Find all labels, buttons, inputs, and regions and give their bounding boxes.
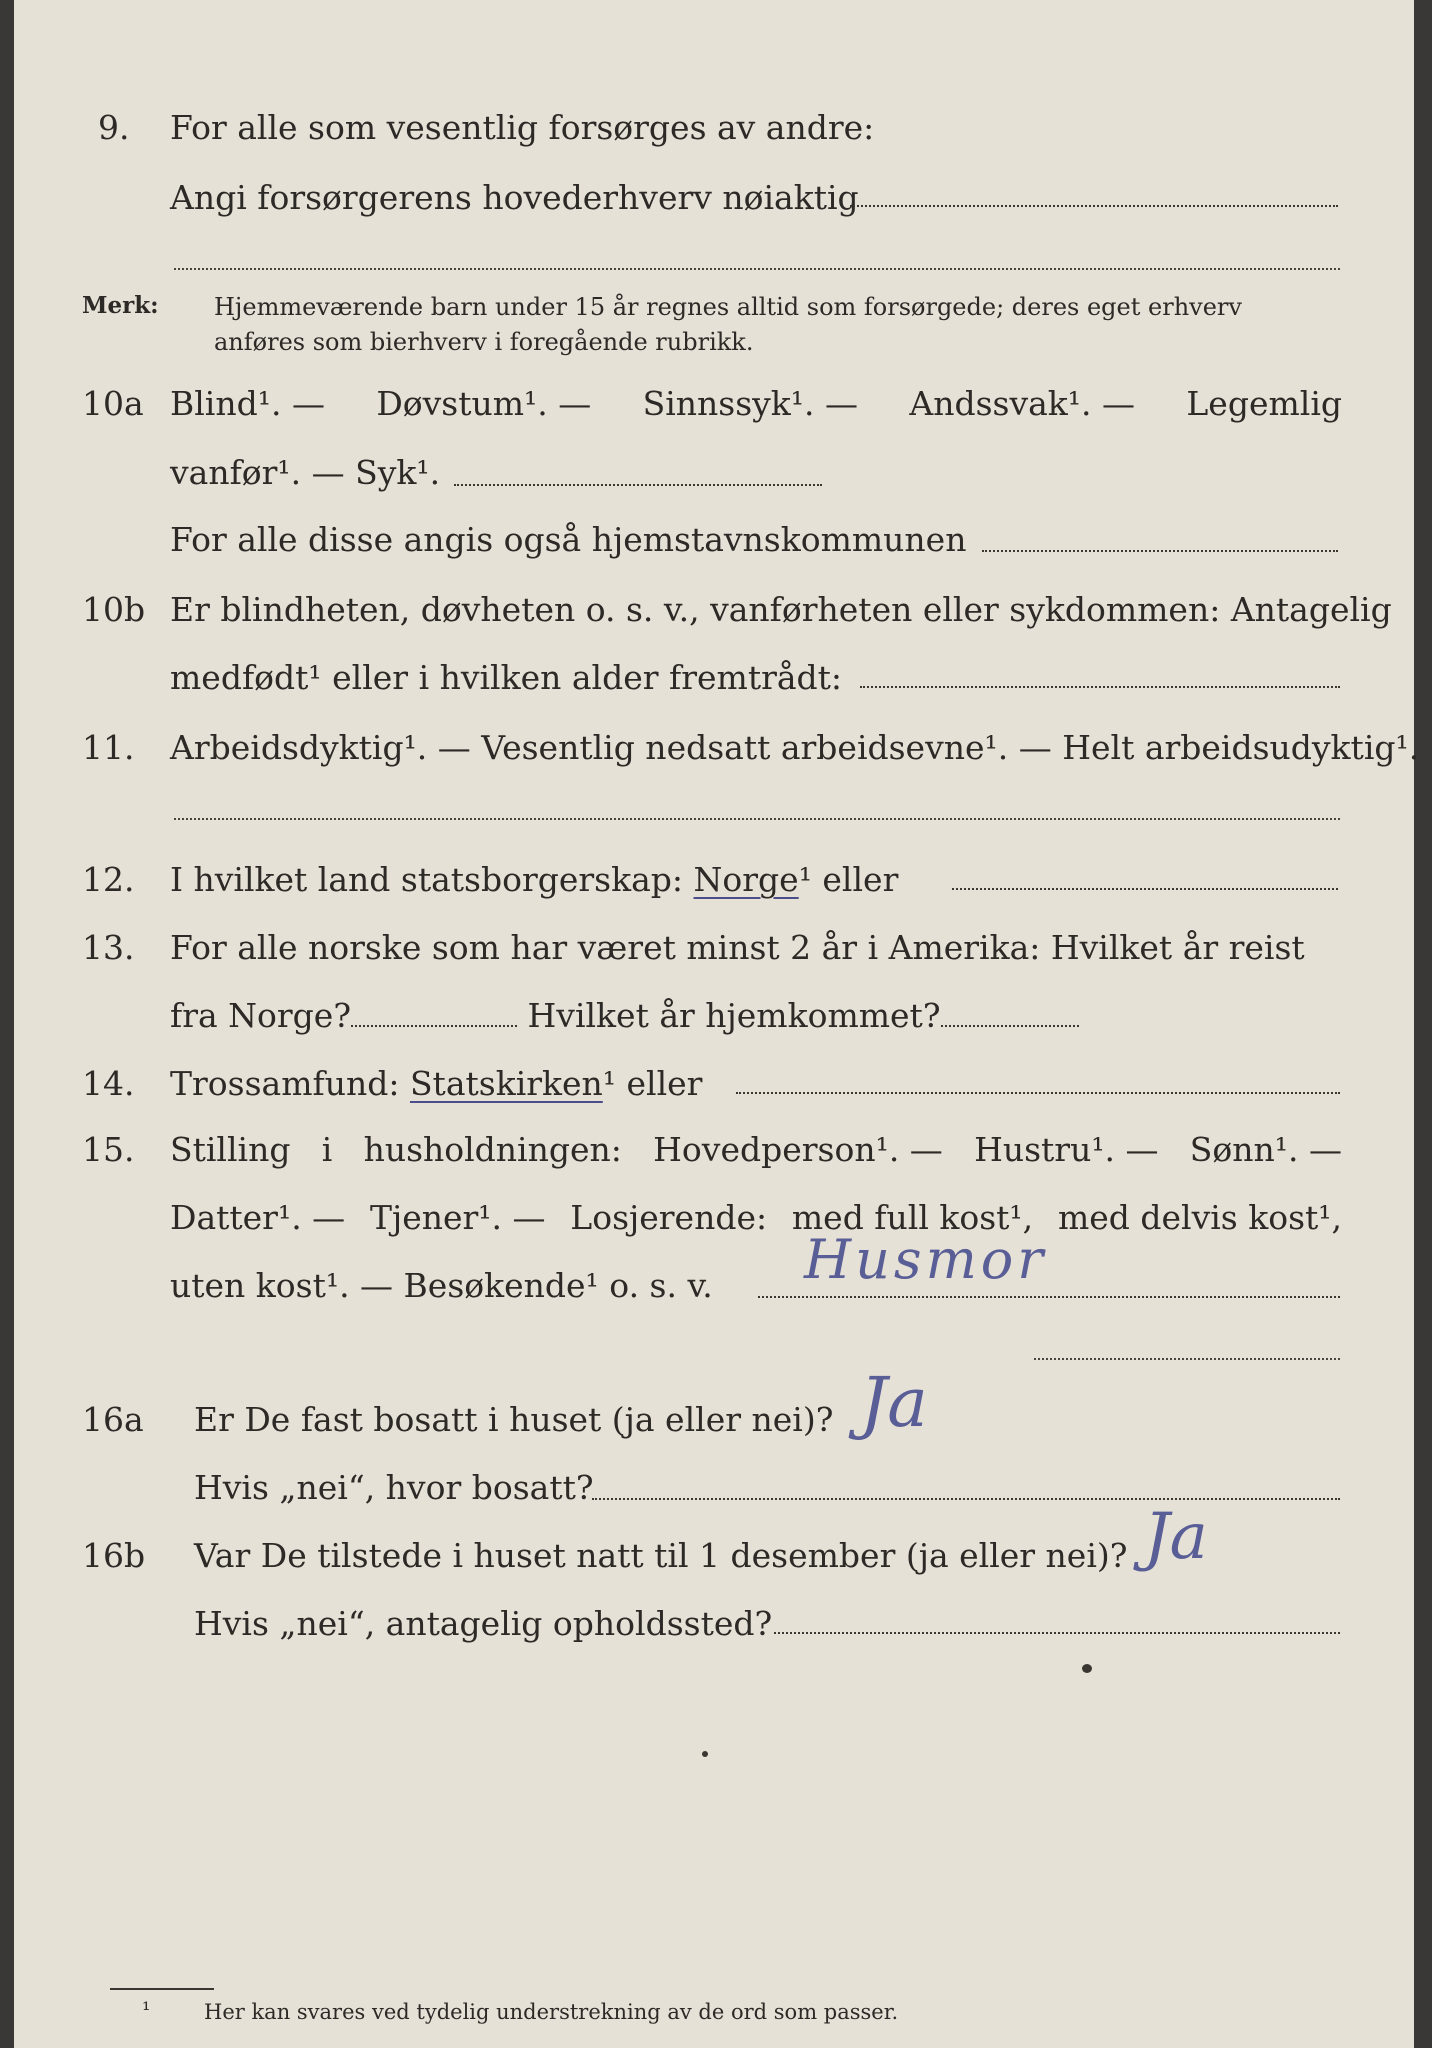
merk-note	[214, 290, 1242, 360]
q9-number: 9.	[98, 108, 130, 147]
q9-question: For alle som vesentlig forsørges av andre:	[170, 108, 875, 147]
q9-extra-line[interactable]	[174, 268, 1340, 270]
q13-number: 13.	[82, 928, 135, 967]
q15-extra-line[interactable]	[1034, 1358, 1340, 1360]
option-sonn[interactable]: Sønn¹. —	[1189, 1130, 1342, 1169]
footnote-rule	[110, 1988, 214, 1990]
q15-losjerende-label: Losjerende:	[570, 1198, 768, 1237]
q12-number: 12.	[82, 860, 135, 899]
q10b-age-field[interactable]	[860, 686, 1340, 688]
q15-handwritten-answer: Husmor	[804, 1228, 1048, 1291]
ink-dot	[702, 1751, 708, 1757]
option-full-kost[interactable]: med full kost¹,	[791, 1198, 1034, 1237]
option-datter[interactable]: Datter¹. —	[170, 1198, 346, 1237]
q10a-syk-field[interactable]	[454, 484, 822, 486]
option-blind[interactable]: Blind¹. —	[170, 384, 325, 423]
q14-other-field[interactable]	[736, 1092, 1340, 1094]
option-sinnssyk[interactable]: Sinnssyk¹. —	[642, 384, 859, 423]
merk-line-1: Hjemmeværende barn under 15 år regnes alltid som forsørgede; deres eget erhverv	[214, 293, 1242, 321]
q10a-number: 10a	[82, 384, 144, 423]
q13-line-1: For alle norske som har været minst 2 år i Amerika: Hvilket år reist	[170, 928, 1305, 967]
q15-number: 15.	[82, 1130, 135, 1169]
option-legemlig[interactable]: Legemlig	[1186, 384, 1342, 423]
q10a-hjemstavn-field[interactable]	[982, 550, 1338, 552]
census-form-page	[14, 0, 1420, 2048]
q11-extra-line[interactable]	[174, 818, 1340, 820]
q12-eller: ¹ eller	[798, 860, 899, 899]
q11-options: Arbeidsdyktig¹. — Vesentlig nedsatt arbeidsevne¹. — Helt arbeidsudyktig¹.	[170, 728, 1420, 767]
q13-reist-label: fra Norge?	[170, 996, 352, 1035]
option-hustru[interactable]: Hustru¹. —	[974, 1130, 1159, 1169]
q15-line-3: uten kost¹. — Besøkende¹ o. s. v.	[170, 1266, 713, 1305]
option-hovedperson[interactable]: Hovedperson¹. —	[653, 1130, 943, 1169]
q16a-address-field[interactable]	[592, 1498, 1340, 1500]
ink-mark	[1082, 1664, 1092, 1673]
footnote-marker: ¹	[142, 1998, 151, 2022]
q10a-line-2: vanfør¹. — Syk¹.	[170, 453, 441, 492]
merk-label: Merk:	[82, 292, 159, 319]
q13-line-2	[170, 996, 1079, 1035]
q10a-options	[170, 384, 1342, 423]
q16b-handwritten-answer: Ja	[1144, 1500, 1208, 1574]
q15-w1: Stilling	[170, 1130, 291, 1169]
q16a-line-2: Hvis „nei“, hvor bosatt?	[194, 1468, 594, 1507]
q14-answer-statskirken[interactable]: Statskirken	[409, 1064, 603, 1103]
q14-eller: ¹ eller	[602, 1064, 703, 1103]
option-andssvak[interactable]: Andssvak¹. —	[909, 384, 1135, 423]
q13-hjemkommet-label: Hvilket år hjemkommet?	[527, 996, 941, 1035]
q10a-line-3: For alle disse angis også hjemstavnskommunen	[170, 520, 967, 559]
q11-number: 11.	[82, 728, 135, 767]
q16b-number: 16b	[82, 1536, 146, 1575]
q12-answer-norge[interactable]: Norge	[693, 860, 799, 899]
q16b-line-2: Hvis „nei“, antagelig opholdssted?	[194, 1604, 773, 1643]
option-tjener[interactable]: Tjener¹. —	[369, 1198, 546, 1237]
q12-prompt: I hvilket land statsborgerskap:	[170, 860, 684, 899]
q16a-question: Er De fast bosatt i huset (ja eller nei)?	[194, 1400, 834, 1439]
merk-line-2: anføres som bierhverv i foregående rubrikk.	[214, 328, 754, 356]
q10b-line-1: Er blindheten, døvheten o. s. v., vanførheten eller sykdommen: Antagelig	[170, 590, 1392, 629]
q13-reist-field[interactable]	[351, 1024, 517, 1027]
q9-answer-field[interactable]	[850, 205, 1338, 207]
q15-line-1	[170, 1130, 1342, 1169]
footnote-text: Her kan svares ved tydelig understrekning av de ord som passer.	[204, 2000, 899, 2024]
q14-prompt: Trossamfund:	[170, 1064, 400, 1103]
option-delvis-kost[interactable]: med delvis kost¹,	[1057, 1198, 1342, 1237]
q10b-number: 10b	[82, 590, 146, 629]
q15-other-field[interactable]	[758, 1296, 1340, 1298]
q15-line-2	[170, 1198, 1342, 1237]
q14-number: 14.	[82, 1064, 135, 1103]
q9-prompt: Angi forsørgerens hovederhverv nøiaktig	[170, 178, 859, 217]
q15-w3: husholdningen:	[363, 1130, 622, 1169]
q16b-question: Var De tilstede i huset natt til 1 desember (ja eller nei)?	[194, 1536, 1128, 1575]
q16a-number: 16a	[82, 1400, 144, 1439]
q16b-location-field[interactable]	[774, 1632, 1340, 1634]
q12-line	[170, 860, 898, 899]
q12-other-field[interactable]	[952, 888, 1338, 890]
q10b-line-2: medfødt¹ eller i hvilken alder fremtrådt:	[170, 658, 843, 697]
q14-line	[170, 1064, 702, 1103]
q13-hjemkommet-field[interactable]	[941, 1024, 1079, 1027]
option-dovstum[interactable]: Døvstum¹. —	[376, 384, 592, 423]
q16a-handwritten-answer: Ja	[860, 1364, 928, 1443]
q15-w2: i	[321, 1130, 333, 1169]
